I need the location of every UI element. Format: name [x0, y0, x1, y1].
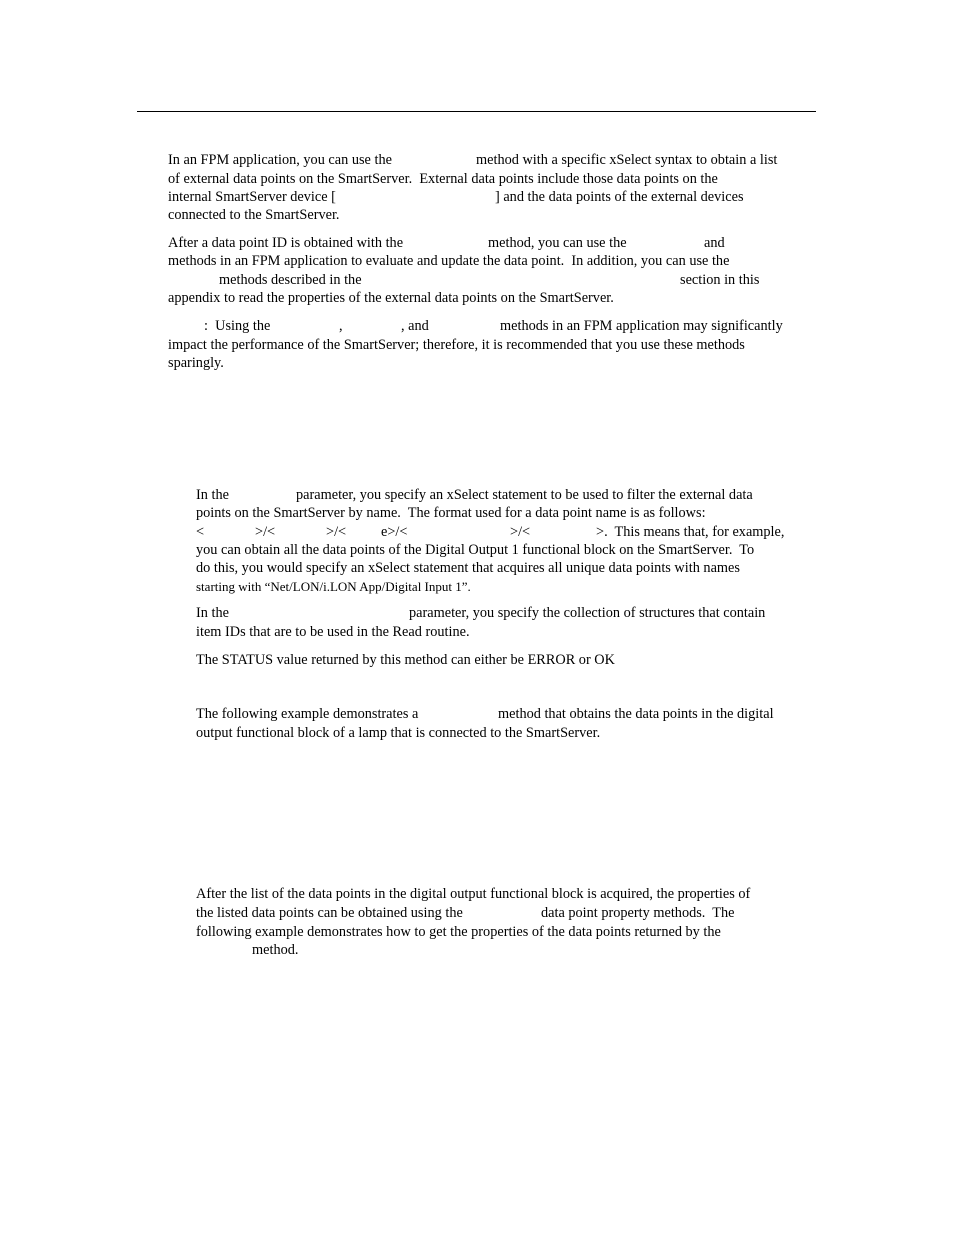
- text-line: points on the SmartServer by name. The format used for a data point name is as follows:: [196, 505, 706, 521]
- text-line: sparingly.: [168, 355, 224, 371]
- text-line: internal SmartServer device [: [168, 189, 336, 205]
- text-line: parameter, you specify the collection of structures that contain: [409, 605, 766, 621]
- header-rule: [137, 111, 816, 112]
- text-line: The STATUS value returned by this method can either be ERROR or OK: [196, 652, 615, 668]
- text-line: In an FPM application, you can use the: [168, 152, 392, 168]
- text-line: >/<: [326, 524, 347, 540]
- text-line: item IDs that are to be used in the Read routine.: [196, 624, 470, 640]
- text-line: , and: [401, 318, 429, 334]
- text-line: method.: [252, 942, 299, 958]
- text-line: ] and the data points of the external devices: [495, 189, 744, 205]
- text-line: do this, you would specify an xSelect statement that acquires all unique data points with names: [196, 560, 740, 576]
- text-line: methods described in the: [219, 272, 362, 288]
- text-line: impact the performance of the SmartServer; therefore, it is recommended that you use these methods: [168, 337, 745, 353]
- text-line: e>/<: [381, 524, 408, 540]
- text-line: you can obtain all the data points of the Digital Output 1 functional block on the SmartServer. To: [196, 542, 755, 558]
- text-line: output functional block of a lamp that is connected to the SmartServer.: [196, 725, 601, 741]
- text-line: method that obtains the data points in the digital: [498, 706, 774, 722]
- text-line: the listed data points can be obtained using the: [196, 905, 463, 921]
- text-line: following example demonstrates how to get the properties of the data points returned by the: [196, 924, 721, 940]
- text-line: section in this: [680, 272, 760, 288]
- text-line: The following example demonstrates a: [196, 706, 419, 722]
- text-line: method with a specific xSelect syntax to obtain a list: [476, 152, 778, 168]
- text-line: parameter, you specify an xSelect statement to be used to filter the external data: [296, 487, 753, 503]
- text-line: >/<: [255, 524, 276, 540]
- text-line: ,: [339, 318, 343, 334]
- text-line: After the list of the data points in the digital output functional block is acquired, the properties of: [196, 886, 751, 902]
- text-line: methods in an FPM application may significantly: [500, 318, 783, 334]
- text-line: <: [196, 524, 205, 540]
- text-line: >. This means that, for example,: [596, 524, 785, 540]
- text-line: After a data point ID is obtained with the: [168, 235, 404, 251]
- text-line: In the: [196, 487, 229, 503]
- text-line: >/<: [510, 524, 531, 540]
- text-line: In the: [196, 605, 229, 621]
- text-line: data point property methods. The: [541, 905, 735, 921]
- text-line: and: [704, 235, 725, 251]
- text-line: : Using the: [204, 318, 271, 334]
- text-line: method, you can use the: [488, 235, 627, 251]
- text-line: of external data points on the SmartServer. External data points include those data points on the: [168, 171, 718, 187]
- text-line: appendix to read the properties of the external data points on the SmartServer.: [168, 290, 614, 306]
- text-line: starting with “Net/LON/i.LON App/Digital Input 1”.: [196, 579, 471, 594]
- text-line: methods in an FPM application to evaluate and update the data point. In addition, you can use the: [168, 253, 730, 269]
- text-line: connected to the SmartServer.: [168, 207, 340, 223]
